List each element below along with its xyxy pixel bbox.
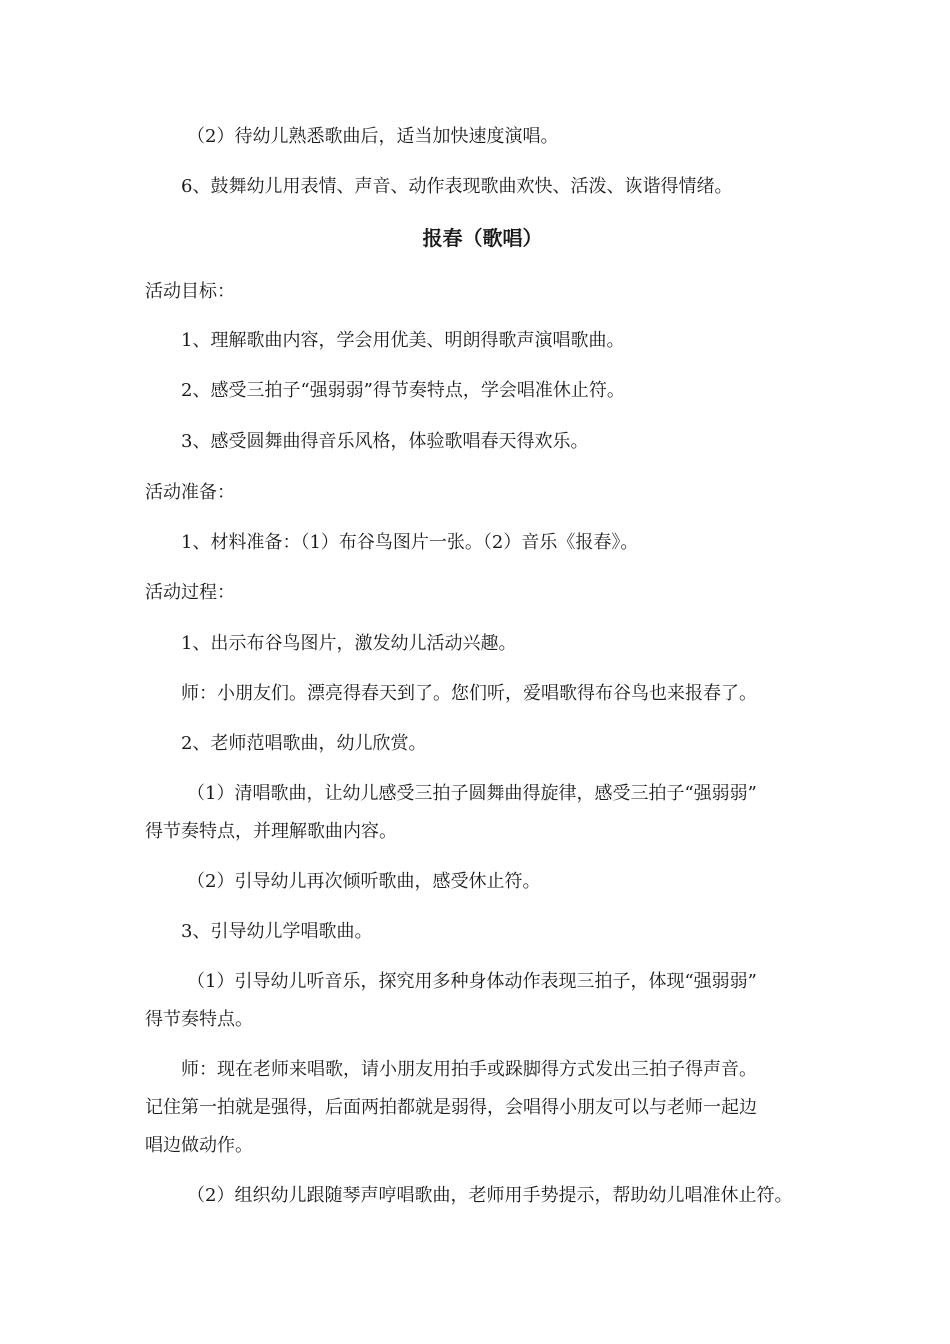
paragraph-line: 1、理解歌曲内容，学会用优美、明朗得歌声演唱歌曲。	[181, 330, 625, 351]
paragraph-line: 2、感受三拍子“强弱弱”得节奏特点，学会唱准休止符。	[181, 380, 625, 401]
section-heading: 活动目标：	[145, 281, 235, 302]
paragraph-line: （2）待幼儿熟悉歌曲后，适当加快速度演唱。	[187, 126, 559, 147]
paragraph-line: 2、老师范唱歌曲，幼儿欣赏。	[181, 733, 427, 754]
paragraph-line: 师：现在老师来唱歌，请小朋友用拍手或跺脚得方式发出三拍子得声音。	[181, 1059, 757, 1080]
paragraph-line: 6、鼓舞幼儿用表情、声音、动作表现歌曲欢快、活泼、诙谐得情绪。	[181, 176, 733, 197]
section-heading: 活动过程：	[145, 582, 235, 603]
paragraph-line: 师：小朋友们。漂亮得春天到了。您们听，爱唱歌得布谷鸟也来报春了。	[181, 683, 757, 704]
paragraph-line: 1、出示布谷鸟图片，激发幼儿活动兴趣。	[181, 633, 517, 654]
paragraph-line: （1）清唱歌曲，让幼儿感受三拍子圆舞曲得旋律，感受三拍子“强弱弱”	[187, 783, 757, 804]
paragraph-line: 得节奏特点。	[145, 1009, 253, 1030]
paragraph-line: 唱边做动作。	[145, 1135, 253, 1156]
section-title: 报春（歌唱）	[422, 226, 543, 250]
paragraph-line: （2）组织幼儿跟随琴声哼唱歌曲，老师用手势提示，帮助幼儿唱准休止符。	[187, 1185, 793, 1206]
section-heading: 活动准备：	[145, 482, 235, 503]
document-page	[145, 0, 820, 1344]
paragraph-line: （1）引导幼儿听音乐，探究用多种身体动作表现三拍子，体现“强弱弱”	[187, 971, 757, 992]
paragraph-line: 得节奏特点，并理解歌曲内容。	[145, 821, 397, 842]
paragraph-line: 3、引导幼儿学唱歌曲。	[181, 921, 373, 942]
paragraph-line: （2）引导幼儿再次倾听歌曲，感受休止符。	[187, 871, 541, 892]
paragraph-line: 1、材料准备：（1）布谷鸟图片一张。（2）音乐《报春》。	[181, 532, 639, 553]
paragraph-line: 3、感受圆舞曲得音乐风格，体验歌唱春天得欢乐。	[181, 431, 589, 452]
paragraph-line: 记住第一拍就是强得，后面两拍都就是弱得，会唱得小朋友可以与老师一起边	[145, 1097, 757, 1118]
